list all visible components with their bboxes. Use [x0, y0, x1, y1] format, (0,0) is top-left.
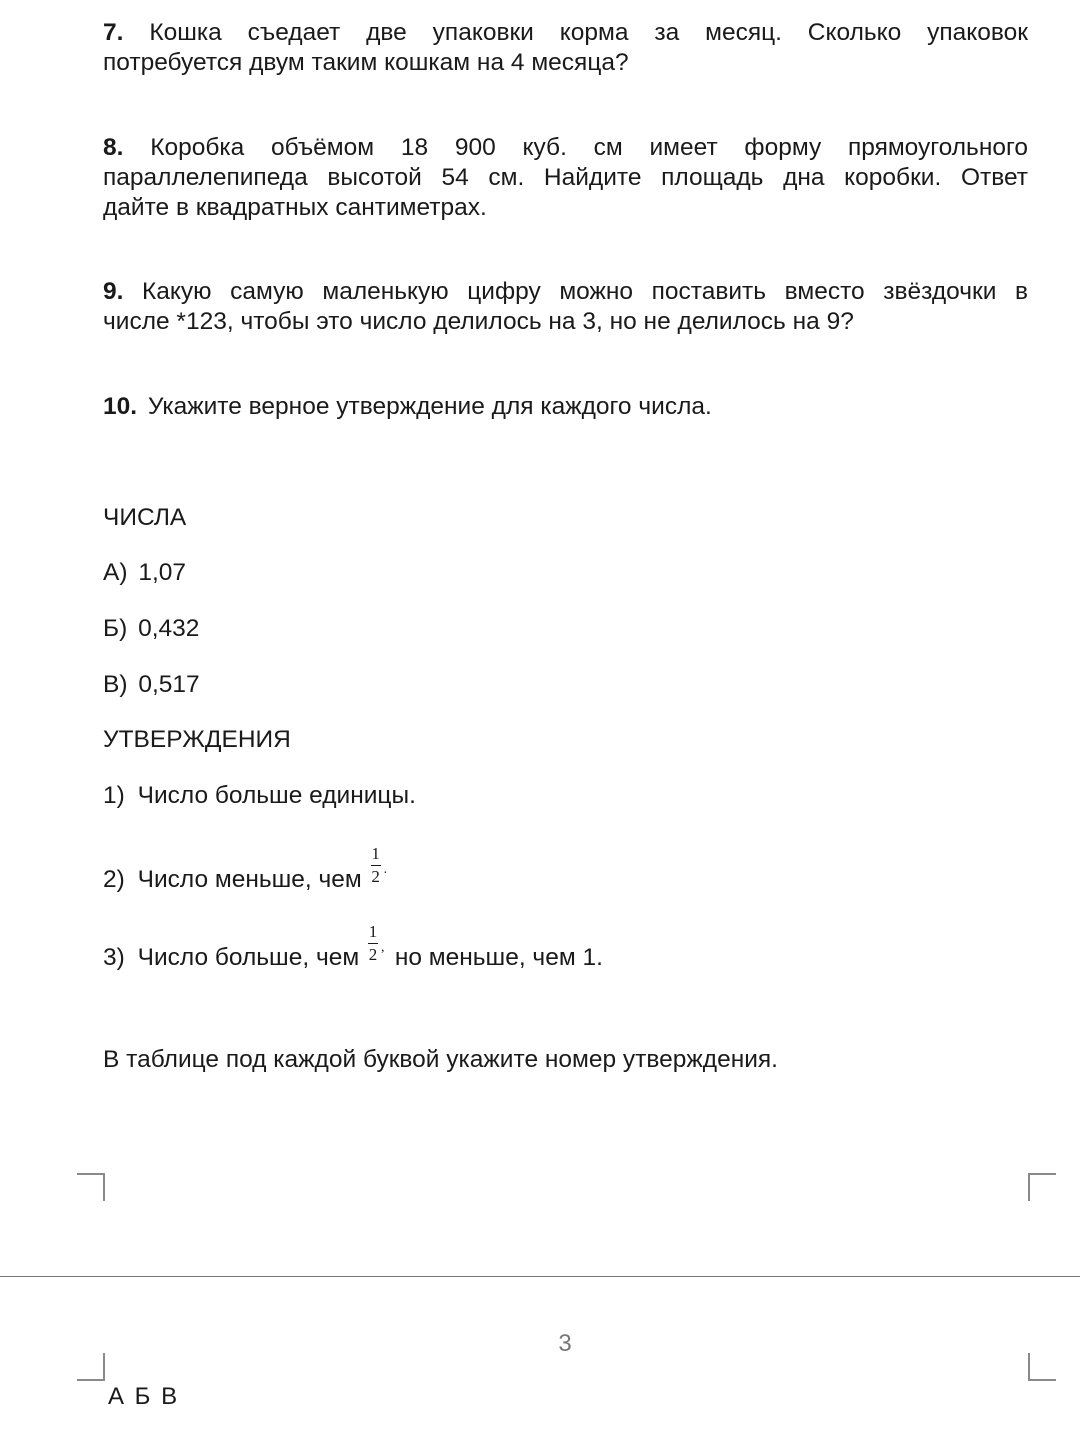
- fraction-bar: [368, 943, 378, 944]
- fraction-numerator: 1: [371, 844, 380, 863]
- q7-text-2: потребуется двум таким кошкам на 4 месяца?: [103, 49, 629, 76]
- q10-text: Укажите верное утверждение для каждого числа.: [147, 393, 712, 420]
- statements-heading: УТВЕРЖДЕНИЯ: [103, 726, 291, 753]
- number-value-v: 0,517: [138, 671, 200, 698]
- number-value-b: 0,432: [138, 615, 200, 642]
- statement-label-3: 3): [103, 944, 125, 971]
- statement-3: [103, 922, 1028, 973]
- q7-number: 7.: [103, 19, 124, 46]
- statement-label-2: 2): [103, 866, 125, 893]
- fraction-punctuation: .: [383, 862, 388, 877]
- fraction-bar: [371, 865, 381, 866]
- q9-number: 9.: [103, 278, 124, 305]
- q8-text-2: параллелепипеда высотой 54 см. Найдите площадь дна коробки. Ответ: [103, 164, 1028, 191]
- q8-line1: [103, 133, 1028, 163]
- number-value-a: 1,07: [138, 559, 186, 586]
- q7-text-1: Кошка съедает две упаковки корма за месяц. Сколько упаковок: [149, 19, 1028, 46]
- fraction-one-half: [366, 922, 385, 965]
- fraction-numerator: 1: [368, 922, 378, 941]
- number-label-a: А): [103, 559, 128, 586]
- statement-1: [103, 781, 1028, 811]
- number-item-a: [103, 558, 1028, 588]
- q7-line1: [103, 18, 1028, 48]
- crop-mark-top-left: [77, 1173, 105, 1201]
- crop-mark-bottom-left: [77, 1353, 105, 1381]
- answer-table-letters: А Б В: [108, 1383, 179, 1410]
- statement-label-1: 1): [103, 782, 125, 809]
- statement-2: [103, 844, 1028, 895]
- number-item-v: [103, 670, 1028, 700]
- number-item-b: [103, 614, 1028, 644]
- q8-number: 8.: [103, 134, 124, 161]
- page-number: 3: [558, 1330, 572, 1357]
- number-label-v: В): [103, 671, 128, 698]
- q9-text-2: числе *123, чтобы это число делилось на 3, но не делилось на 9?: [103, 308, 854, 335]
- statement-text-1: Число больше единицы.: [137, 782, 416, 809]
- q10-number: 10.: [103, 393, 138, 420]
- number-label-b: Б): [103, 615, 128, 642]
- fraction-denominator: 2: [371, 867, 380, 886]
- numbers-heading: ЧИСЛА: [103, 504, 187, 531]
- page-break-line: [0, 1276, 1080, 1277]
- crop-mark-top-right: [1028, 1173, 1056, 1201]
- crop-mark-bottom-right: [1028, 1353, 1056, 1381]
- statement-text-2: Число меньше, чем: [137, 866, 362, 893]
- statement-tail-3: но меньше, чем 1.: [394, 944, 603, 971]
- q9-text-1: Какую самую маленькую цифру можно поставить вместо звёздочки в: [142, 278, 1028, 305]
- fraction-punctuation: ,: [381, 940, 385, 955]
- q8-text-3: дайте в квадратных сантиметрах.: [103, 194, 487, 221]
- statement-text-3: Число больше, чем: [137, 944, 360, 971]
- instruction: В таблице под каждой буквой укажите номер утверждения.: [103, 1046, 778, 1073]
- fraction-denominator: 2: [368, 945, 378, 964]
- q10-line: [103, 392, 1028, 422]
- q9-line1: [103, 277, 1028, 307]
- fraction-one-half: [369, 844, 388, 887]
- q8-text-1: Коробка объёмом 18 900 куб. см имеет форму прямоугольного: [150, 134, 1029, 161]
